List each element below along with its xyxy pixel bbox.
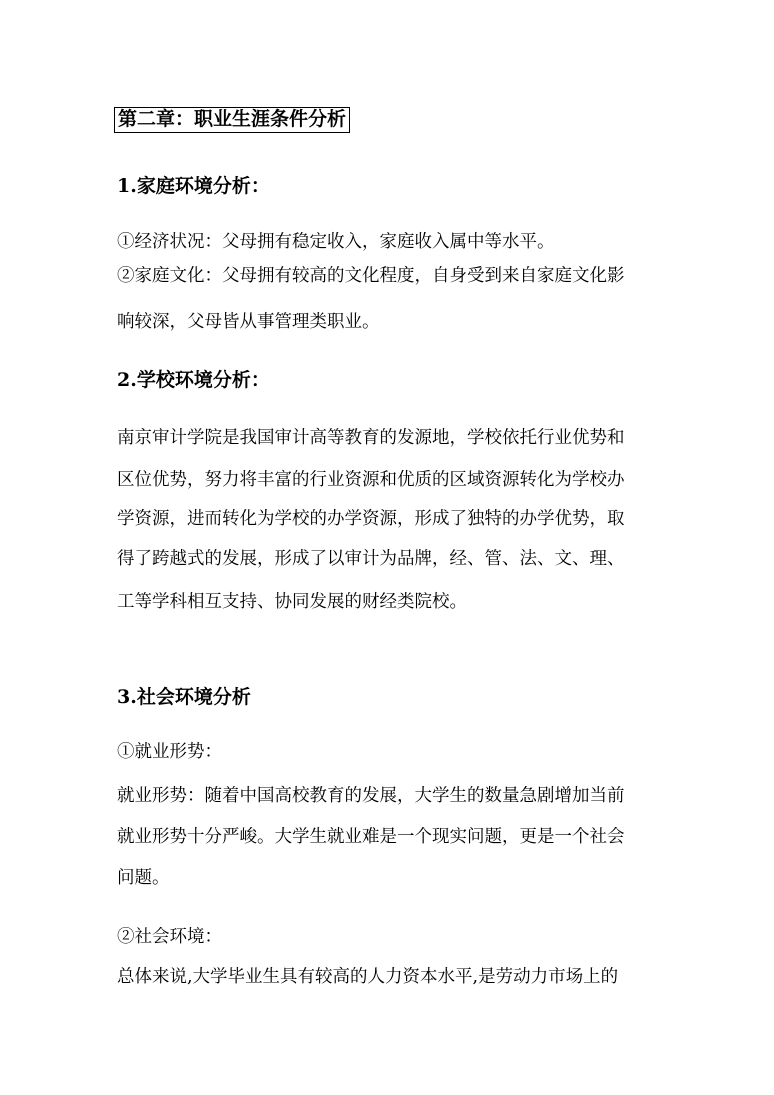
paragraph-line: 工等学科相互支持、协同发展的财经类院校。 <box>117 592 467 612</box>
paragraph-line: 区位优势，努力将丰富的行业资源和优质的区域资源转化为学校办 <box>117 470 625 490</box>
paragraph-line: 就业形势：随着中国高校教育的发展，大学生的数量急剧增加当前 <box>117 786 625 806</box>
paragraph-line: 响较深，父母皆从事管理类职业。 <box>117 312 380 332</box>
paragraph-line: 得了跨越式的发展，形成了以审计为品牌，经、管、法、文、理、 <box>117 549 625 569</box>
section-heading-society: 3.社会环境分析 <box>117 686 251 708</box>
paragraph-line: ①经济状况：父母拥有稳定收入，家庭收入属中等水平。 <box>117 232 555 252</box>
paragraph-line: 总体来说,大学毕业生具有较高的人力资本水平,是劳动力市场上的 <box>117 967 619 987</box>
section-heading-school: 2.学校环境分析： <box>117 369 270 391</box>
paragraph-line: 南京审计学院是我国审计高等教育的发源地，学校依托行业优势和 <box>117 428 625 448</box>
paragraph-line: 就业形势十分严峻。大学生就业难是一个现实问题，更是一个社会 <box>117 827 625 847</box>
paragraph-line: 问题。 <box>117 868 170 888</box>
chapter-title: 第二章：职业生涯条件分析 <box>114 107 350 133</box>
paragraph-line: ②家庭文化：父母拥有较高的文化程度，自身受到来自家庭文化影 <box>117 266 625 286</box>
paragraph-line: ①就业形势： <box>117 742 222 762</box>
paragraph-line: 学资源，进而转化为学校的办学资源，形成了独特的办学优势，取 <box>117 509 625 529</box>
paragraph-line: ②社会环境： <box>117 927 222 947</box>
section-heading-family: 1.家庭环境分析： <box>117 175 270 197</box>
